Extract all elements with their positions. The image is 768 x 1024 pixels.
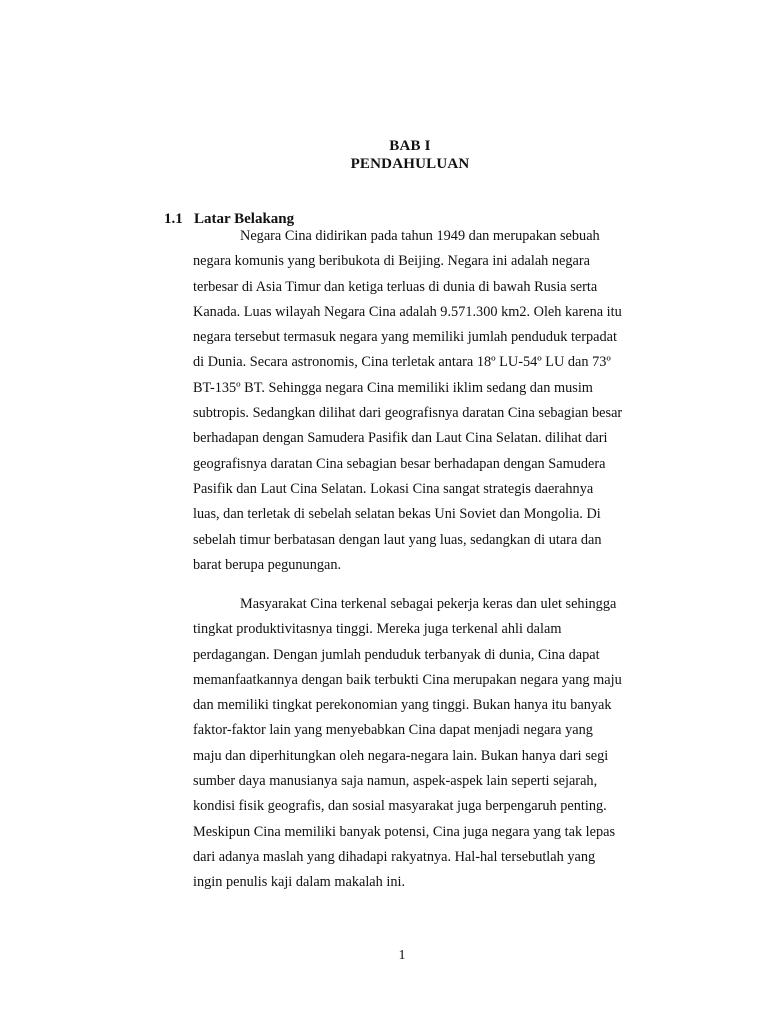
paragraph-line: ingin penulis kaji dalam makalah ini. xyxy=(193,874,406,891)
paragraph-line: BT-135º BT. Sehingga negara Cina memiliki iklim sedang dan musim xyxy=(193,379,593,396)
paragraph-line: Masyarakat Cina terkenal sebagai pekerja keras dan ulet sehingga xyxy=(240,596,617,612)
paragraph-line: tingkat produktivitasnya tinggi. Mereka juga terkenal ahli dalam xyxy=(193,621,562,638)
paragraph-line: terbesar di Asia Timur dan ketiga terluas di dunia di bawah Rusia serta xyxy=(193,278,598,295)
paragraph-line: kondisi fisik geografis, dan sosial masyarakat juga berpengaruh penting. xyxy=(193,798,607,815)
paragraph-line: geografisnya daratan Cina sebagian besar berhadapan dengan Samudera xyxy=(193,455,606,472)
chapter-title: PENDAHULUAN xyxy=(350,156,470,172)
paragraph-line: negara komunis yang beribukota di Beijing. Negara ini adalah negara xyxy=(193,253,590,270)
chapter-number: BAB I xyxy=(389,138,431,154)
paragraph-line: memanfaatkannya dengan baik terbukti Cina merupakan negara yang maju xyxy=(193,671,622,688)
paragraph-line: dari adanya maslah yang dihadapi rakyatnya. Hal-hal tersebutlah yang xyxy=(193,848,596,865)
paragraph-line: sebelah timur berbatasan dengan laut yang luas, sedangkan di utara dan xyxy=(193,531,602,548)
page-number: 1 xyxy=(398,948,406,963)
paragraph-line: Kanada. Luas wilayah Negara Cina adalah 9.571.300 km2. Oleh karena itu xyxy=(193,303,622,320)
paragraph-line: subtropis. Sedangkan dilihat dari geografisnya daratan Cina sebagian besar xyxy=(193,405,623,422)
paragraph-line: dan memiliki tingkat perekonomian yang tinggi. Bukan hanya itu banyak xyxy=(193,697,612,714)
section-title: Latar Belakang xyxy=(194,211,295,227)
section-number: 1.1 xyxy=(164,211,183,227)
paragraph-line: luas, dan terletak di sebelah selatan bekas Uni Soviet dan Mongolia. Di xyxy=(193,506,601,523)
paragraph-1 xyxy=(193,224,673,578)
paragraph-line: barat berupa pegunungan. xyxy=(193,556,342,573)
paragraph-line: negara tersebut termasuk negara yang memiliki jumlah penduduk terpadat xyxy=(193,329,617,346)
paragraph-line: di Dunia. Secara astronomis, Cina terletak antara 18º LU-54º LU dan 73º xyxy=(193,354,611,371)
paragraph-line: Pasifik dan Laut Cina Selatan. Lokasi Cina sangat strategis daerahnya xyxy=(193,480,594,497)
paragraph-line: Negara Cina didirikan pada tahun 1949 dan merupakan sebuah xyxy=(240,228,600,244)
paragraph-2 xyxy=(193,592,673,896)
paragraph-line: perdagangan. Dengan jumlah penduduk terbanyak di dunia, Cina dapat xyxy=(193,646,600,663)
paragraph-line: Meskipun Cina memiliki banyak potensi, Cina juga negara yang tak lepas xyxy=(193,823,616,840)
paragraph-line: faktor-faktor lain yang menyebabkan Cina dapat menjadi negara yang xyxy=(193,722,593,739)
paragraph-line: maju dan diperhitungkan oleh negara-negara lain. Bukan hanya dari segi xyxy=(193,747,609,764)
paragraph-line: berhadapan dengan Samudera Pasifik dan Laut Cina Selatan. dilihat dari xyxy=(193,430,608,447)
paragraph-line: sumber daya manusianya saja namun, aspek-aspek lain seperti sejarah, xyxy=(193,773,598,790)
